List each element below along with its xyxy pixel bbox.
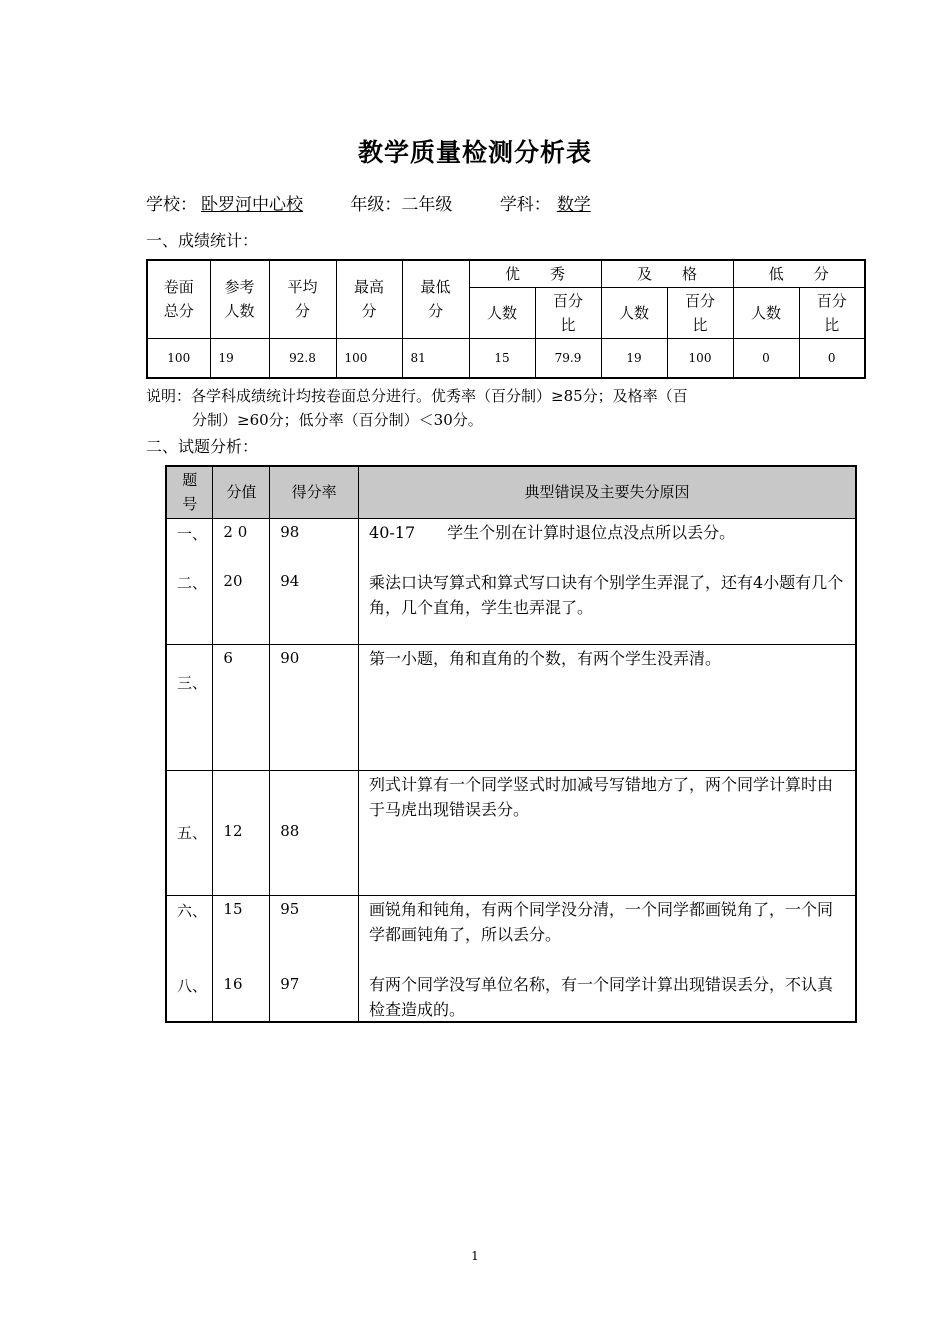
item-reason: 40-17 学生个别在计算时退位点没点所以丢分。 — [369, 522, 736, 542]
stats-table — [146, 259, 866, 379]
value-pass-percent: 100 — [667, 338, 733, 378]
header-total: 卷面总分 — [147, 260, 210, 338]
group-1-rate-cell — [270, 518, 359, 644]
school-label: 学校： — [146, 195, 197, 215]
item-label: 一、 — [177, 524, 208, 543]
header-reason: 典型错误及主要失分原因 — [359, 466, 856, 518]
section-heading-analysis: 二、试题分析： — [146, 437, 259, 456]
item-rate: 98 — [280, 522, 300, 541]
section-heading-stats: 一、成绩统计： — [146, 231, 259, 250]
grade-value: 二年级 — [401, 195, 453, 215]
item-score: 12 — [223, 821, 243, 840]
value-pass-count: 19 — [601, 338, 667, 378]
header-lowest: 最低分 — [402, 260, 469, 338]
item-rate: 94 — [280, 571, 300, 590]
item-score: 16 — [223, 974, 243, 993]
item-score: 6 — [223, 648, 233, 667]
info-line — [146, 190, 591, 215]
value-lowest: 81 — [402, 338, 469, 378]
group-2-rate-cell — [270, 644, 359, 770]
item-rate: 97 — [280, 974, 300, 993]
value-participants: 19 — [210, 338, 269, 378]
item-reason: 乘法口诀写算式和算式写口诀有个别学生弄混了，还有4小题有几个角，几个直角，学生也弄混了。 — [369, 572, 844, 617]
item-label: 三、 — [177, 673, 208, 692]
item-rate: 90 — [280, 648, 300, 667]
note-line-2: 分制）≥60分；低分率（百分制）＜30分。 — [192, 411, 483, 429]
group-2-score-cell — [213, 644, 270, 770]
group-3-score-cell — [213, 770, 270, 895]
group-1-reason-cell — [359, 518, 856, 644]
analysis-table — [165, 465, 857, 1023]
page-number: 1 — [471, 1249, 479, 1263]
value-low-percent: 0 — [799, 338, 865, 378]
header-score: 分值 — [213, 466, 270, 518]
page-title: 教学质量检测分析表 — [357, 138, 592, 167]
value-average: 92.8 — [269, 338, 336, 378]
item-label: 八、 — [177, 976, 208, 995]
header-pass-count: 人数 — [601, 287, 667, 338]
header-pass: 及 格 — [601, 260, 733, 287]
header-excellent-count: 人数 — [469, 287, 535, 338]
item-score: 2 0 — [223, 522, 248, 541]
item-rate: 88 — [280, 821, 300, 840]
header-low: 低 分 — [733, 260, 865, 287]
group-4-score-cell — [213, 895, 270, 1022]
subject-label: 学科： — [499, 195, 551, 215]
note — [146, 384, 826, 432]
group-3-reason-cell — [359, 770, 856, 895]
item-score: 20 — [223, 571, 243, 590]
item-label: 六、 — [177, 901, 208, 920]
header-pass-percent: 百分比 — [667, 287, 733, 338]
group-3-item-cell — [166, 770, 213, 895]
header-participants: 参考人数 — [210, 260, 269, 338]
header-item: 题号 — [166, 466, 213, 518]
group-4-rate-cell — [270, 895, 359, 1022]
grade-label: 年级： — [350, 195, 402, 215]
item-reason: 画锐角和钝角，有两个同学没分清，一个同学都画锐角了，一个同学都画钝角了，所以丢分。 — [369, 899, 834, 944]
header-excellent: 优 秀 — [469, 260, 601, 287]
subject-value: 数学 — [556, 195, 591, 215]
header-rate: 得分率 — [270, 466, 359, 518]
group-2-item-cell — [166, 644, 213, 770]
header-average: 平均分 — [269, 260, 336, 338]
header-highest: 最高分 — [336, 260, 402, 338]
item-label: 五、 — [177, 823, 208, 842]
group-4-reason-cell — [359, 895, 856, 1022]
item-reason: 第一小题，角和直角的个数，有两个学生没弄清。 — [369, 648, 722, 668]
note-line-1: 说明：各学科成绩统计均按卷面总分进行。优秀率（百分制）≥85分；及格率（百 — [146, 387, 688, 405]
group-2-reason-cell — [359, 644, 856, 770]
value-low-count: 0 — [733, 338, 799, 378]
group-4-item-cell — [166, 895, 213, 1022]
group-1-item-cell — [166, 518, 213, 644]
item-rate: 95 — [280, 899, 300, 918]
value-excellent-count: 15 — [469, 338, 535, 378]
item-label: 二、 — [177, 573, 208, 592]
group-3-rate-cell — [270, 770, 359, 895]
header-excellent-percent: 百分比 — [535, 287, 601, 338]
item-reason: 列式计算有一个同学竖式时加减号写错地方了，两个同学计算时由于马虎出现错误丢分。 — [369, 774, 834, 819]
item-reason: 有两个同学没写单位名称，有一个同学计算出现错误丢分，不认真检查造成的。 — [369, 974, 834, 1019]
header-low-count: 人数 — [733, 287, 799, 338]
value-excellent-percent: 79.9 — [535, 338, 601, 378]
item-score: 15 — [223, 899, 243, 918]
value-highest: 100 — [336, 338, 402, 378]
group-1-score-cell — [213, 518, 270, 644]
value-total: 100 — [147, 338, 210, 378]
school-value: 卧罗河中心校 — [201, 195, 303, 215]
header-low-percent: 百分比 — [799, 287, 865, 338]
